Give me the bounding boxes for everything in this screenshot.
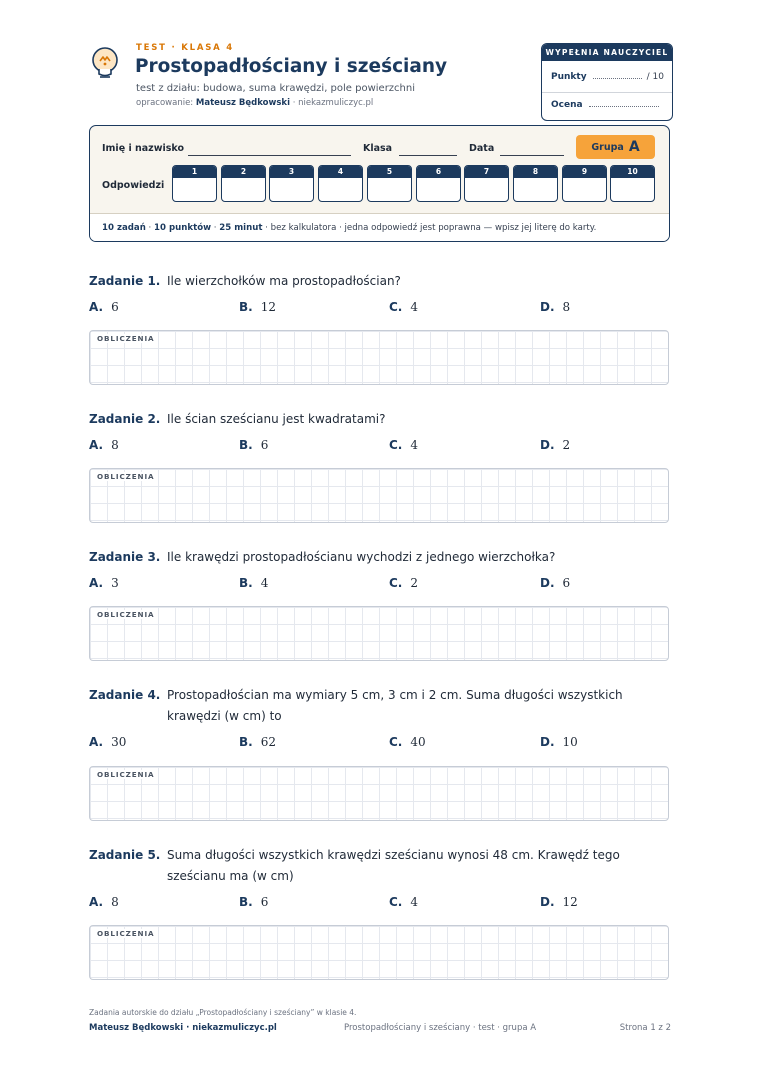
answer-number: 9 xyxy=(563,166,606,178)
question-text: Ile wierzchołków ma prostopadłościan? xyxy=(167,274,401,288)
question-4 xyxy=(89,685,669,779)
calculation-label: OBLICZENIA xyxy=(94,610,158,619)
option-letter: A. xyxy=(89,895,104,909)
option-d[interactable] xyxy=(540,895,578,909)
points-max: / 10 xyxy=(646,72,664,82)
answer-number: 8 xyxy=(514,166,557,178)
option-letter: B. xyxy=(239,576,253,590)
option-letter: B. xyxy=(239,300,253,314)
answer-number: 7 xyxy=(465,166,508,178)
page-subtitle: test z działu: budowa, suma krawędzi, pole powierzchni xyxy=(136,83,416,94)
option-letter: A. xyxy=(89,576,104,590)
points-row xyxy=(551,72,664,82)
calculation-label: OBLICZENIA xyxy=(94,472,158,481)
option-letter: D. xyxy=(540,735,555,749)
class-field[interactable] xyxy=(399,154,457,156)
calculation-area[interactable] xyxy=(89,468,669,523)
grade-field[interactable] xyxy=(589,105,659,107)
option-value: 6 xyxy=(260,438,269,452)
group-label: Grupa xyxy=(591,141,624,153)
option-letter: C. xyxy=(389,735,403,749)
option-value: 6 xyxy=(562,576,571,590)
option-value: 62 xyxy=(260,735,276,749)
author-prefix: opracowanie: xyxy=(136,98,196,108)
footer-test-info: Prostopadłościany i sześciany · test · grupa A xyxy=(344,1023,537,1033)
group-button[interactable] xyxy=(576,135,655,159)
author-site: · niekazmuliczyc.pl xyxy=(290,98,374,108)
option-b[interactable] xyxy=(239,300,276,314)
option-value: 30 xyxy=(111,735,127,749)
calculation-label: OBLICZENIA xyxy=(94,929,158,938)
answers-label: Odpowiedzi xyxy=(102,180,165,191)
answer-number: 5 xyxy=(368,166,411,178)
answer-box-9[interactable] xyxy=(562,165,607,202)
date-field[interactable] xyxy=(500,154,564,156)
question-text: Ile krawędzi prostopadłościanu wychodzi z jednego wierzchołka? xyxy=(167,550,556,564)
question-header xyxy=(89,271,669,292)
option-a[interactable] xyxy=(89,438,119,452)
option-b[interactable] xyxy=(239,735,276,749)
option-b[interactable] xyxy=(239,438,268,452)
points-field[interactable] xyxy=(593,77,642,79)
option-value: 12 xyxy=(562,895,578,909)
test-eyebrow: TEST · KLASA 4 xyxy=(136,43,235,53)
page-title: Prostopadłościany i sześciany xyxy=(135,56,448,77)
option-value: 8 xyxy=(111,895,119,909)
question-1 xyxy=(89,271,669,343)
question-text: Ile ścian sześcianu jest kwadratami? xyxy=(167,412,386,426)
question-header xyxy=(89,685,669,727)
option-letter: C. xyxy=(389,438,403,452)
option-c[interactable] xyxy=(389,895,418,909)
answer-number: 4 xyxy=(319,166,362,178)
question-number: Zadanie 1. xyxy=(89,274,161,288)
question-text: Prostopadłościan ma wymiary 5 cm, 3 cm i 2 cm. Suma długości wszystkich krawędzi (w cm) to xyxy=(167,688,623,723)
calculation-label: OBLICZENIA xyxy=(94,334,158,343)
option-c[interactable] xyxy=(389,735,426,749)
answer-number: 6 xyxy=(417,166,460,178)
answer-box-2[interactable] xyxy=(221,165,266,202)
footer-author: Mateusz Będkowski · niekazmuliczyc.pl xyxy=(89,1023,277,1033)
grade-label: Ocena xyxy=(551,100,583,110)
option-d[interactable] xyxy=(540,300,570,314)
option-a[interactable] xyxy=(89,300,119,314)
option-value: 4 xyxy=(410,300,419,314)
option-letter: C. xyxy=(389,300,403,314)
answer-options xyxy=(89,300,669,320)
answer-number: 2 xyxy=(222,166,265,178)
option-value: 12 xyxy=(260,300,276,314)
option-d[interactable] xyxy=(540,735,578,749)
option-d[interactable] xyxy=(540,438,570,452)
lightbulb-logo-icon xyxy=(90,44,124,84)
calculation-area[interactable] xyxy=(89,766,669,821)
answer-options xyxy=(89,576,669,596)
option-value: 10 xyxy=(562,735,578,749)
calculation-area[interactable] xyxy=(89,925,669,980)
option-value: 2 xyxy=(562,438,571,452)
option-b[interactable] xyxy=(239,895,268,909)
answer-options xyxy=(89,895,669,915)
info-time: 25 minut xyxy=(219,223,263,233)
info-tasks: 10 zadań xyxy=(102,223,146,233)
teacher-box-title: WYPEŁNIA NAUCZYCIEL xyxy=(542,44,672,61)
answer-box-5[interactable] xyxy=(367,165,412,202)
answer-number: 3 xyxy=(270,166,313,178)
option-value: 4 xyxy=(260,576,269,590)
question-header xyxy=(89,547,669,568)
option-letter: B. xyxy=(239,438,253,452)
answer-box-6[interactable] xyxy=(416,165,461,202)
option-c[interactable] xyxy=(389,576,418,590)
name-field[interactable] xyxy=(188,154,351,156)
answer-box-10[interactable] xyxy=(610,165,655,202)
question-number: Zadanie 3. xyxy=(89,550,161,564)
option-value: 8 xyxy=(111,438,119,452)
student-card xyxy=(89,125,670,242)
option-letter: B. xyxy=(239,735,253,749)
question-number: Zadanie 4. xyxy=(89,688,161,702)
calculation-area[interactable] xyxy=(89,330,669,385)
answer-box-7[interactable] xyxy=(464,165,509,202)
option-letter: D. xyxy=(540,895,555,909)
option-b[interactable] xyxy=(239,576,268,590)
class-label: Klasa xyxy=(363,143,393,154)
teacher-box-divider xyxy=(542,92,672,93)
option-value: 3 xyxy=(111,576,119,590)
option-letter: D. xyxy=(540,300,555,314)
question-5 xyxy=(89,845,669,938)
option-letter: A. xyxy=(89,438,104,452)
date-label: Data xyxy=(469,143,495,154)
question-number: Zadanie 5. xyxy=(89,848,161,862)
points-label: Punkty xyxy=(551,72,587,82)
option-a[interactable] xyxy=(89,735,126,749)
answer-box-4[interactable] xyxy=(318,165,363,202)
author-name: Mateusz Będkowski xyxy=(195,98,291,108)
grade-row xyxy=(551,100,664,110)
option-value: 6 xyxy=(111,300,119,314)
footer-note: Zadania autorskie do działu „Prostopadłościany i sześciany” w klasie 4. xyxy=(89,1008,357,1017)
option-value: 8 xyxy=(562,300,571,314)
test-info: 10 zadań · 10 punktów · 25 minut · bez kalkulatora · jedna odpowiedź jest poprawna — wpisz jej literę do karty. xyxy=(90,213,669,242)
question-number: Zadanie 2. xyxy=(89,412,161,426)
option-value: 6 xyxy=(260,895,269,909)
answer-number: 1 xyxy=(173,166,216,178)
option-letter: A. xyxy=(89,300,104,314)
page-number: Strona 1 z 2 xyxy=(619,1023,671,1033)
teacher-box xyxy=(541,43,673,121)
option-a[interactable] xyxy=(89,576,119,590)
option-value: 40 xyxy=(410,735,426,749)
answer-box-1[interactable] xyxy=(172,165,217,202)
group-letter-icon: A xyxy=(628,139,640,155)
option-letter: B. xyxy=(239,895,253,909)
option-letter: D. xyxy=(540,576,555,590)
question-2 xyxy=(89,409,669,481)
calculation-area[interactable] xyxy=(89,606,669,661)
option-d[interactable] xyxy=(540,576,570,590)
author-line xyxy=(136,98,373,108)
option-c[interactable] xyxy=(389,300,418,314)
option-value: 2 xyxy=(410,576,419,590)
answer-number: 10 xyxy=(611,166,654,178)
question-header xyxy=(89,409,669,430)
option-letter: C. xyxy=(389,895,403,909)
answer-box-3[interactable] xyxy=(269,165,314,202)
answer-options xyxy=(89,438,669,458)
answer-options xyxy=(89,735,669,755)
question-header xyxy=(89,845,669,887)
name-label: Imię i nazwisko xyxy=(102,143,184,154)
option-c[interactable] xyxy=(389,438,418,452)
option-value: 4 xyxy=(410,895,419,909)
option-letter: C. xyxy=(389,576,403,590)
info-points: 10 punktów xyxy=(154,223,212,233)
question-text: Suma długości wszystkich krawędzi sześcianu wynosi 48 cm. Krawędź tego sześcianu ma (w cm) xyxy=(167,848,620,883)
option-letter: D. xyxy=(540,438,555,452)
answer-box-8[interactable] xyxy=(513,165,558,202)
info-rest: · bez kalkulatora · jedna odpowiedź jest poprawna — wpisz jej literę do karty. xyxy=(262,223,597,233)
calculation-label: OBLICZENIA xyxy=(94,770,158,779)
option-letter: A. xyxy=(89,735,104,749)
option-value: 4 xyxy=(410,438,419,452)
question-3 xyxy=(89,547,669,619)
option-a[interactable] xyxy=(89,895,119,909)
